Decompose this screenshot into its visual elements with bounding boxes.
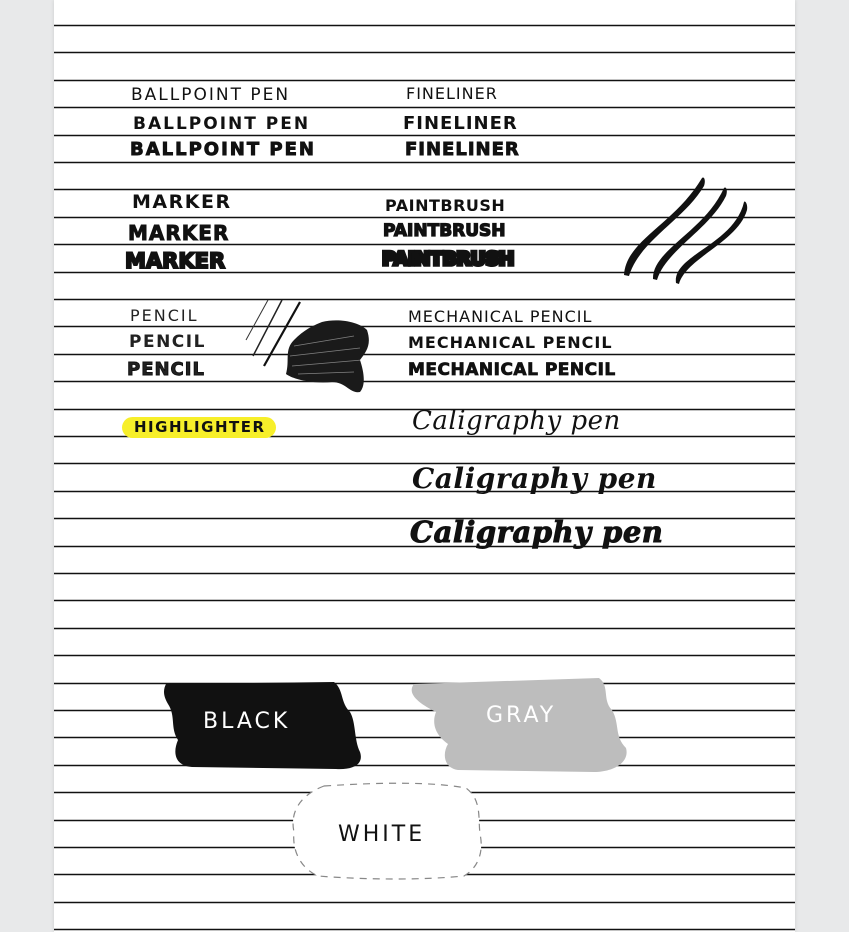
- white-swatch-label: WHITE: [338, 822, 426, 847]
- ballpoint-pen-sample-medium: BALLPOINT PEN: [133, 114, 311, 134]
- calligraphy-pen-sample-medium: Caligraphy pen: [412, 462, 657, 495]
- fineliner-sample-medium: FINELINER: [403, 113, 518, 134]
- ballpoint-pen-sample-thick: BALLPOINT PEN: [130, 139, 316, 160]
- paintbrush-sample-thin: PAINTBRUSH: [385, 196, 506, 215]
- gray-swatch-label: GRAY: [486, 703, 557, 728]
- ballpoint-pen-sample-thin: BALLPOINT PEN: [131, 85, 291, 105]
- pencil-sample-thin: PENCIL: [130, 306, 199, 325]
- calligraphy-pen-sample-thick: Caligraphy pen: [410, 515, 664, 549]
- marker-sample-medium: MARKER: [128, 221, 230, 245]
- black-swatch-label: BLACK: [203, 709, 291, 734]
- paintbrush-sample-thick: PAINTBRUSH: [382, 248, 514, 270]
- fineliner-sample-thick: FINELINER: [405, 139, 520, 160]
- pencil-sample-thick: PENCIL: [127, 359, 205, 380]
- notebook-page: [54, 0, 795, 932]
- highlighter-sample: HIGHLIGHTER: [134, 418, 266, 436]
- marker-sample-thin: MARKER: [132, 191, 232, 213]
- mechanical-pencil-sample-thick: MECHANICAL PENCIL: [408, 360, 616, 380]
- paintbrush-sample-medium: PAINTBRUSH: [383, 221, 506, 241]
- mechanical-pencil-sample-thin: MECHANICAL PENCIL: [408, 307, 593, 326]
- marker-sample-thick: MARKER: [125, 249, 226, 273]
- pencil-sample-medium: PENCIL: [129, 332, 206, 352]
- color-swatch-blobs: [54, 0, 795, 932]
- fineliner-sample-thin: FINELINER: [406, 84, 498, 103]
- calligraphy-pen-sample-thin: Caligraphy pen: [412, 406, 621, 436]
- mechanical-pencil-sample-medium: MECHANICAL PENCIL: [408, 333, 613, 352]
